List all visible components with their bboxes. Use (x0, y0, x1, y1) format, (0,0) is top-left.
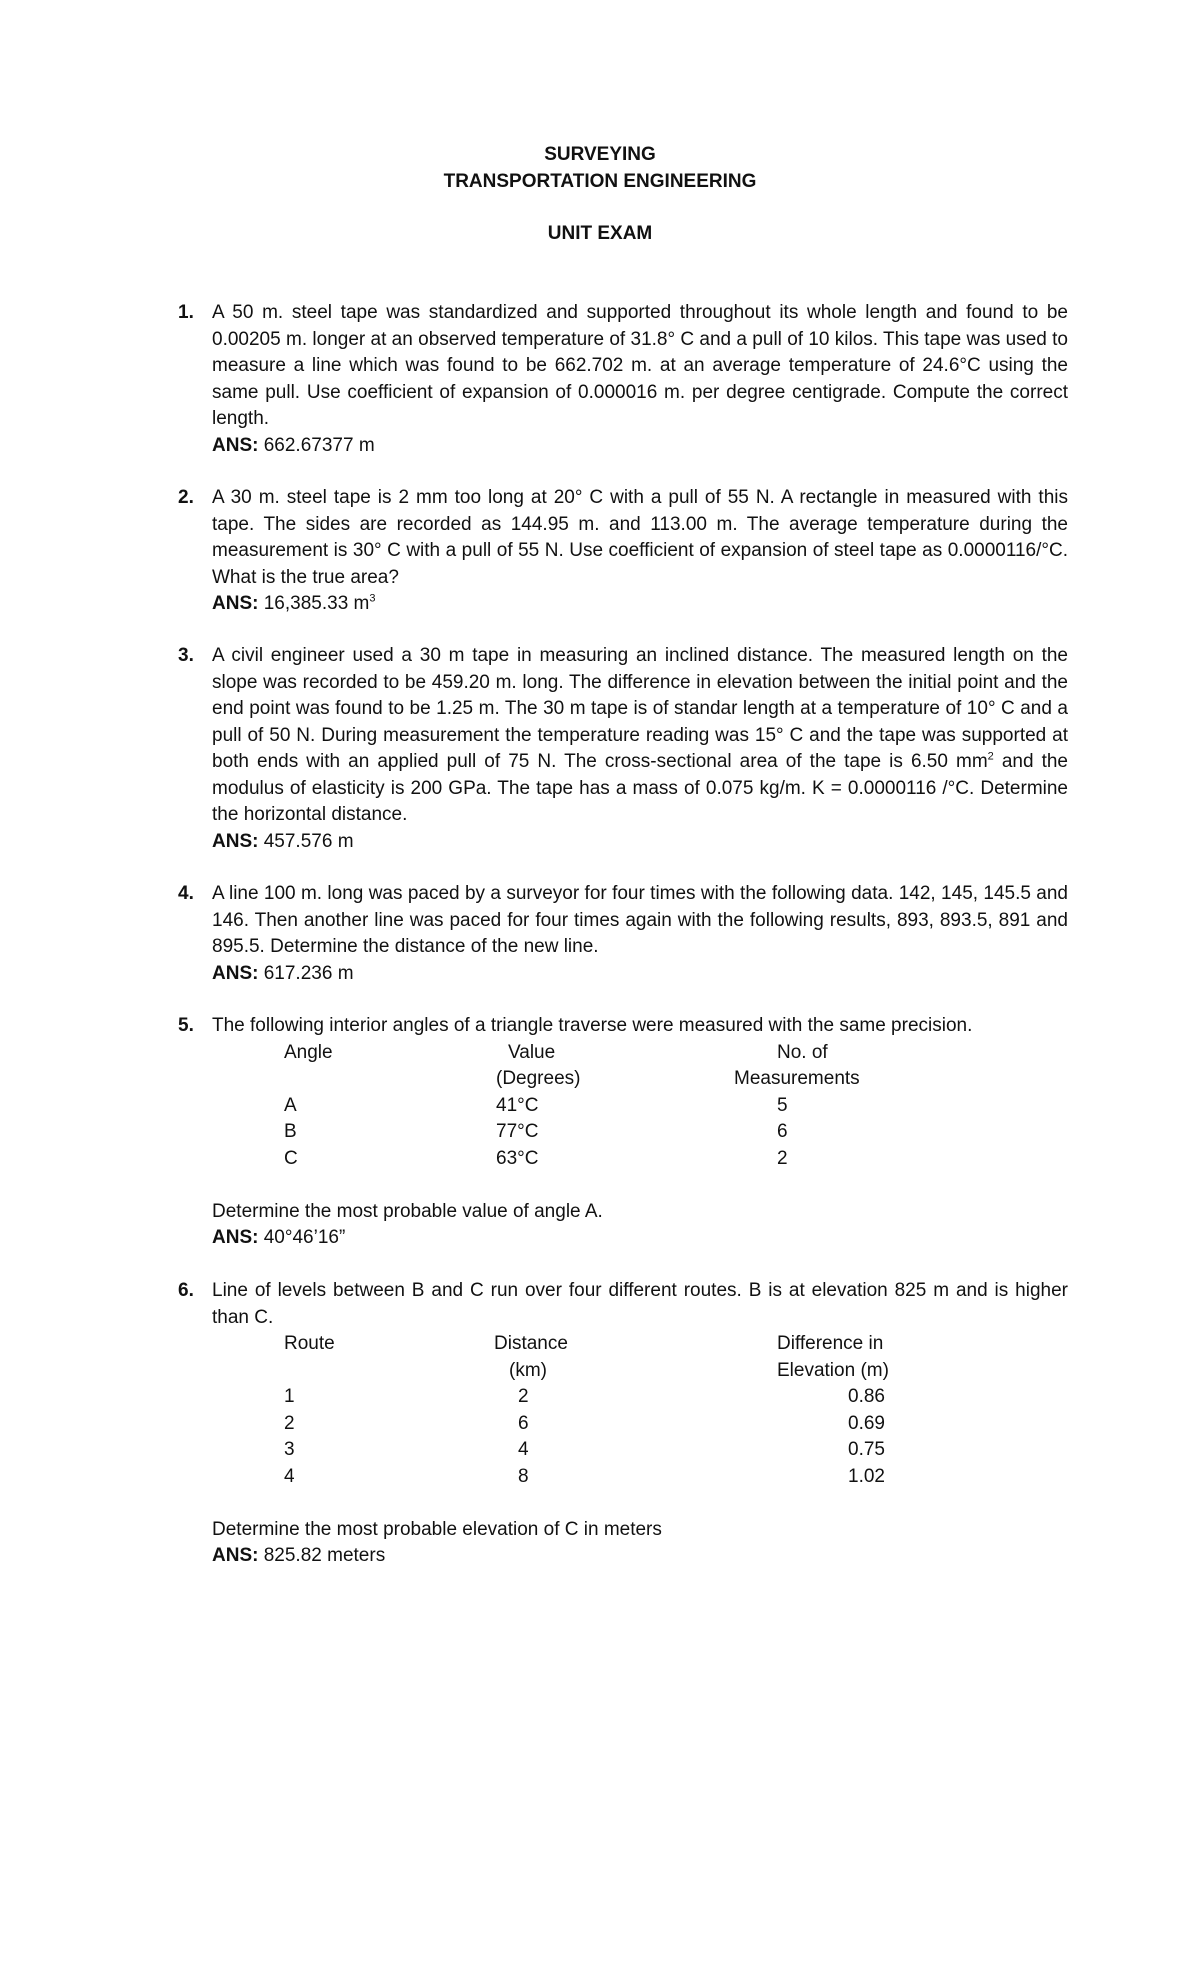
answer-value: 457.576 m (258, 830, 354, 852)
answer (212, 1543, 1068, 1570)
angle-cell: A (284, 1094, 297, 1116)
angle-cell: B (284, 1121, 297, 1142)
question-1 (178, 300, 1068, 459)
route-cell: 2 (284, 1412, 295, 1434)
table-row (212, 1093, 1068, 1120)
question-text: The following interior angles of a triangle traverse were measured with the same precision. (212, 1015, 973, 1036)
table-header-row (212, 1331, 1068, 1358)
distance-cell: 6 (518, 1412, 529, 1434)
question-6 (178, 1278, 1068, 1570)
question-text: A line 100 m. long was paced by a surveyor for four times with the following data. 142, 145, 145.5 and 146. Then another line was paced for four times again with the following results, 893, 893.5, 891 and 895.5. Determine the distance of the new line. (212, 883, 1068, 957)
angle-cell: C (284, 1147, 298, 1169)
question-2 (178, 485, 1068, 618)
elevation-cell: 0.75 (848, 1439, 885, 1460)
question-text-part-b: and the modulus of elasticity is 200 GPa. The tape has a mass of 0.075 kg/m. K = 0.0000116 /°C. Determine the horizontal distance. (212, 751, 1068, 825)
column-header-value: Value (508, 1041, 556, 1063)
answer-label: ANS: (212, 434, 259, 456)
table-row (212, 1146, 1068, 1173)
answer-label: ANS: (212, 962, 259, 984)
angles-table (212, 1040, 1068, 1173)
table-row (212, 1464, 1068, 1491)
table-row (212, 1384, 1068, 1411)
elevation-cell: 1.02 (848, 1465, 885, 1487)
answer-label: ANS: (212, 830, 259, 852)
distance-cell: 8 (518, 1465, 529, 1487)
count-cell: 2 (777, 1147, 788, 1169)
answer-value: 40°46’16” (258, 1227, 346, 1248)
table-row (212, 1411, 1068, 1438)
value-cell: 63°C (496, 1147, 539, 1169)
answer (212, 829, 1068, 856)
column-subheader-distance: (km) (509, 1359, 547, 1381)
answer-label: ANS: (212, 1545, 259, 1566)
question-number: 1. (178, 302, 194, 323)
question-text: Line of levels between B and C run over four different routes. B is at elevation 825 m and is higher than C. (212, 1280, 1068, 1328)
column-header-distance: Distance (494, 1333, 568, 1354)
answer-value: 825.82 meters (258, 1545, 386, 1566)
unit-superscript: 2 (987, 750, 994, 763)
table-row (212, 1119, 1068, 1146)
answer (212, 1225, 1068, 1252)
table-row (212, 1437, 1068, 1464)
question-number: 5. (178, 1015, 194, 1036)
exam-title: UNIT EXAM (547, 223, 653, 244)
distance-cell: 4 (518, 1439, 529, 1460)
value-cell: 77°C (496, 1121, 539, 1142)
question-followup: Determine the most probable value of angle A. (212, 1200, 603, 1222)
column-header-difference: Difference in (777, 1333, 884, 1354)
question-text-part-a: A civil engineer used a 30 m tape in measuring an inclined distance. The measured length on the slope was recorded to be 459.20 m. long. The difference in elevation between the initial point and the end point was found to be 1.25 m. The 30 m tape is of standar length at a temperature of 10° C and a pull of 50 N. During measurement the temperature reading was 15° C and the tape was supported at both ends with an applied pull of 75 N. The cross-sectional area of the tape is 6.50 mm (212, 645, 1068, 772)
route-cell: 1 (284, 1386, 295, 1407)
table-header-row (212, 1358, 1068, 1385)
elevation-cell: 0.86 (848, 1386, 885, 1407)
count-cell: 6 (777, 1121, 788, 1142)
column-header-route: Route (284, 1333, 335, 1354)
table-header-row (212, 1040, 1068, 1067)
count-cell: 5 (777, 1094, 788, 1116)
distance-cell: 2 (518, 1386, 529, 1407)
question-5 (178, 1013, 1068, 1252)
column-header-measurements: No. of (777, 1041, 828, 1063)
question-text: A 30 m. steel tape is 2 mm too long at 20° C with a pull of 55 N. A rectangle in measured with this tape. The sides are recorded as 144.95 m. and 113.00 m. The average temperature during the measurement is 30° C with a pull of 55 N. Use coefficient of expansion of steel tape as 0.0000116/°C. What is the true area? (212, 487, 1068, 588)
subject-title: TRANSPORTATION ENGINEERING (443, 171, 757, 192)
column-subheader-measurements: Measurements (734, 1068, 860, 1089)
value-cell: 41°C (496, 1094, 539, 1116)
question-followup: Determine the most probable elevation of C in meters (212, 1518, 662, 1540)
question-number: 2. (178, 487, 194, 508)
elevation-cell: 0.69 (848, 1412, 885, 1434)
course-title: SURVEYING (544, 144, 656, 165)
question-4 (178, 881, 1068, 987)
answer (212, 961, 1068, 988)
route-cell: 3 (284, 1439, 295, 1460)
question-number: 3. (178, 645, 194, 666)
route-cell: 4 (284, 1465, 295, 1487)
answer (212, 433, 1068, 460)
answer-value: 617.236 m (258, 962, 354, 984)
question-3 (178, 643, 1068, 855)
answer-label: ANS: (212, 593, 259, 614)
column-subheader-difference: Elevation (m) (777, 1359, 889, 1381)
answer-superscript: 3 (369, 592, 376, 605)
routes-table (212, 1331, 1068, 1490)
column-subheader-value: (Degrees) (496, 1068, 581, 1089)
column-header-angle: Angle (284, 1041, 333, 1063)
answer (212, 591, 1068, 618)
question-number: 4. (178, 883, 194, 904)
question-text (212, 643, 1068, 829)
question-text: A 50 m. steel tape was standardized and supported throughout its whole length and found to be 0.00205 m. longer at an observed temperature of 31.8° C and a pull of 10 kilos. This tape was used to measure a line which was found to be 662.702 m. at an average temperature of 24.6°C using the same pull. Use coefficient of expansion of 0.000016 m. per degree centigrade. Compute the correct length. (212, 302, 1068, 429)
table-header-row (212, 1066, 1068, 1093)
answer-label: ANS: (212, 1227, 259, 1248)
question-number: 6. (178, 1280, 194, 1301)
answer-value: 662.67377 m (258, 434, 375, 456)
answer-value: 16,385.33 m (258, 593, 370, 614)
